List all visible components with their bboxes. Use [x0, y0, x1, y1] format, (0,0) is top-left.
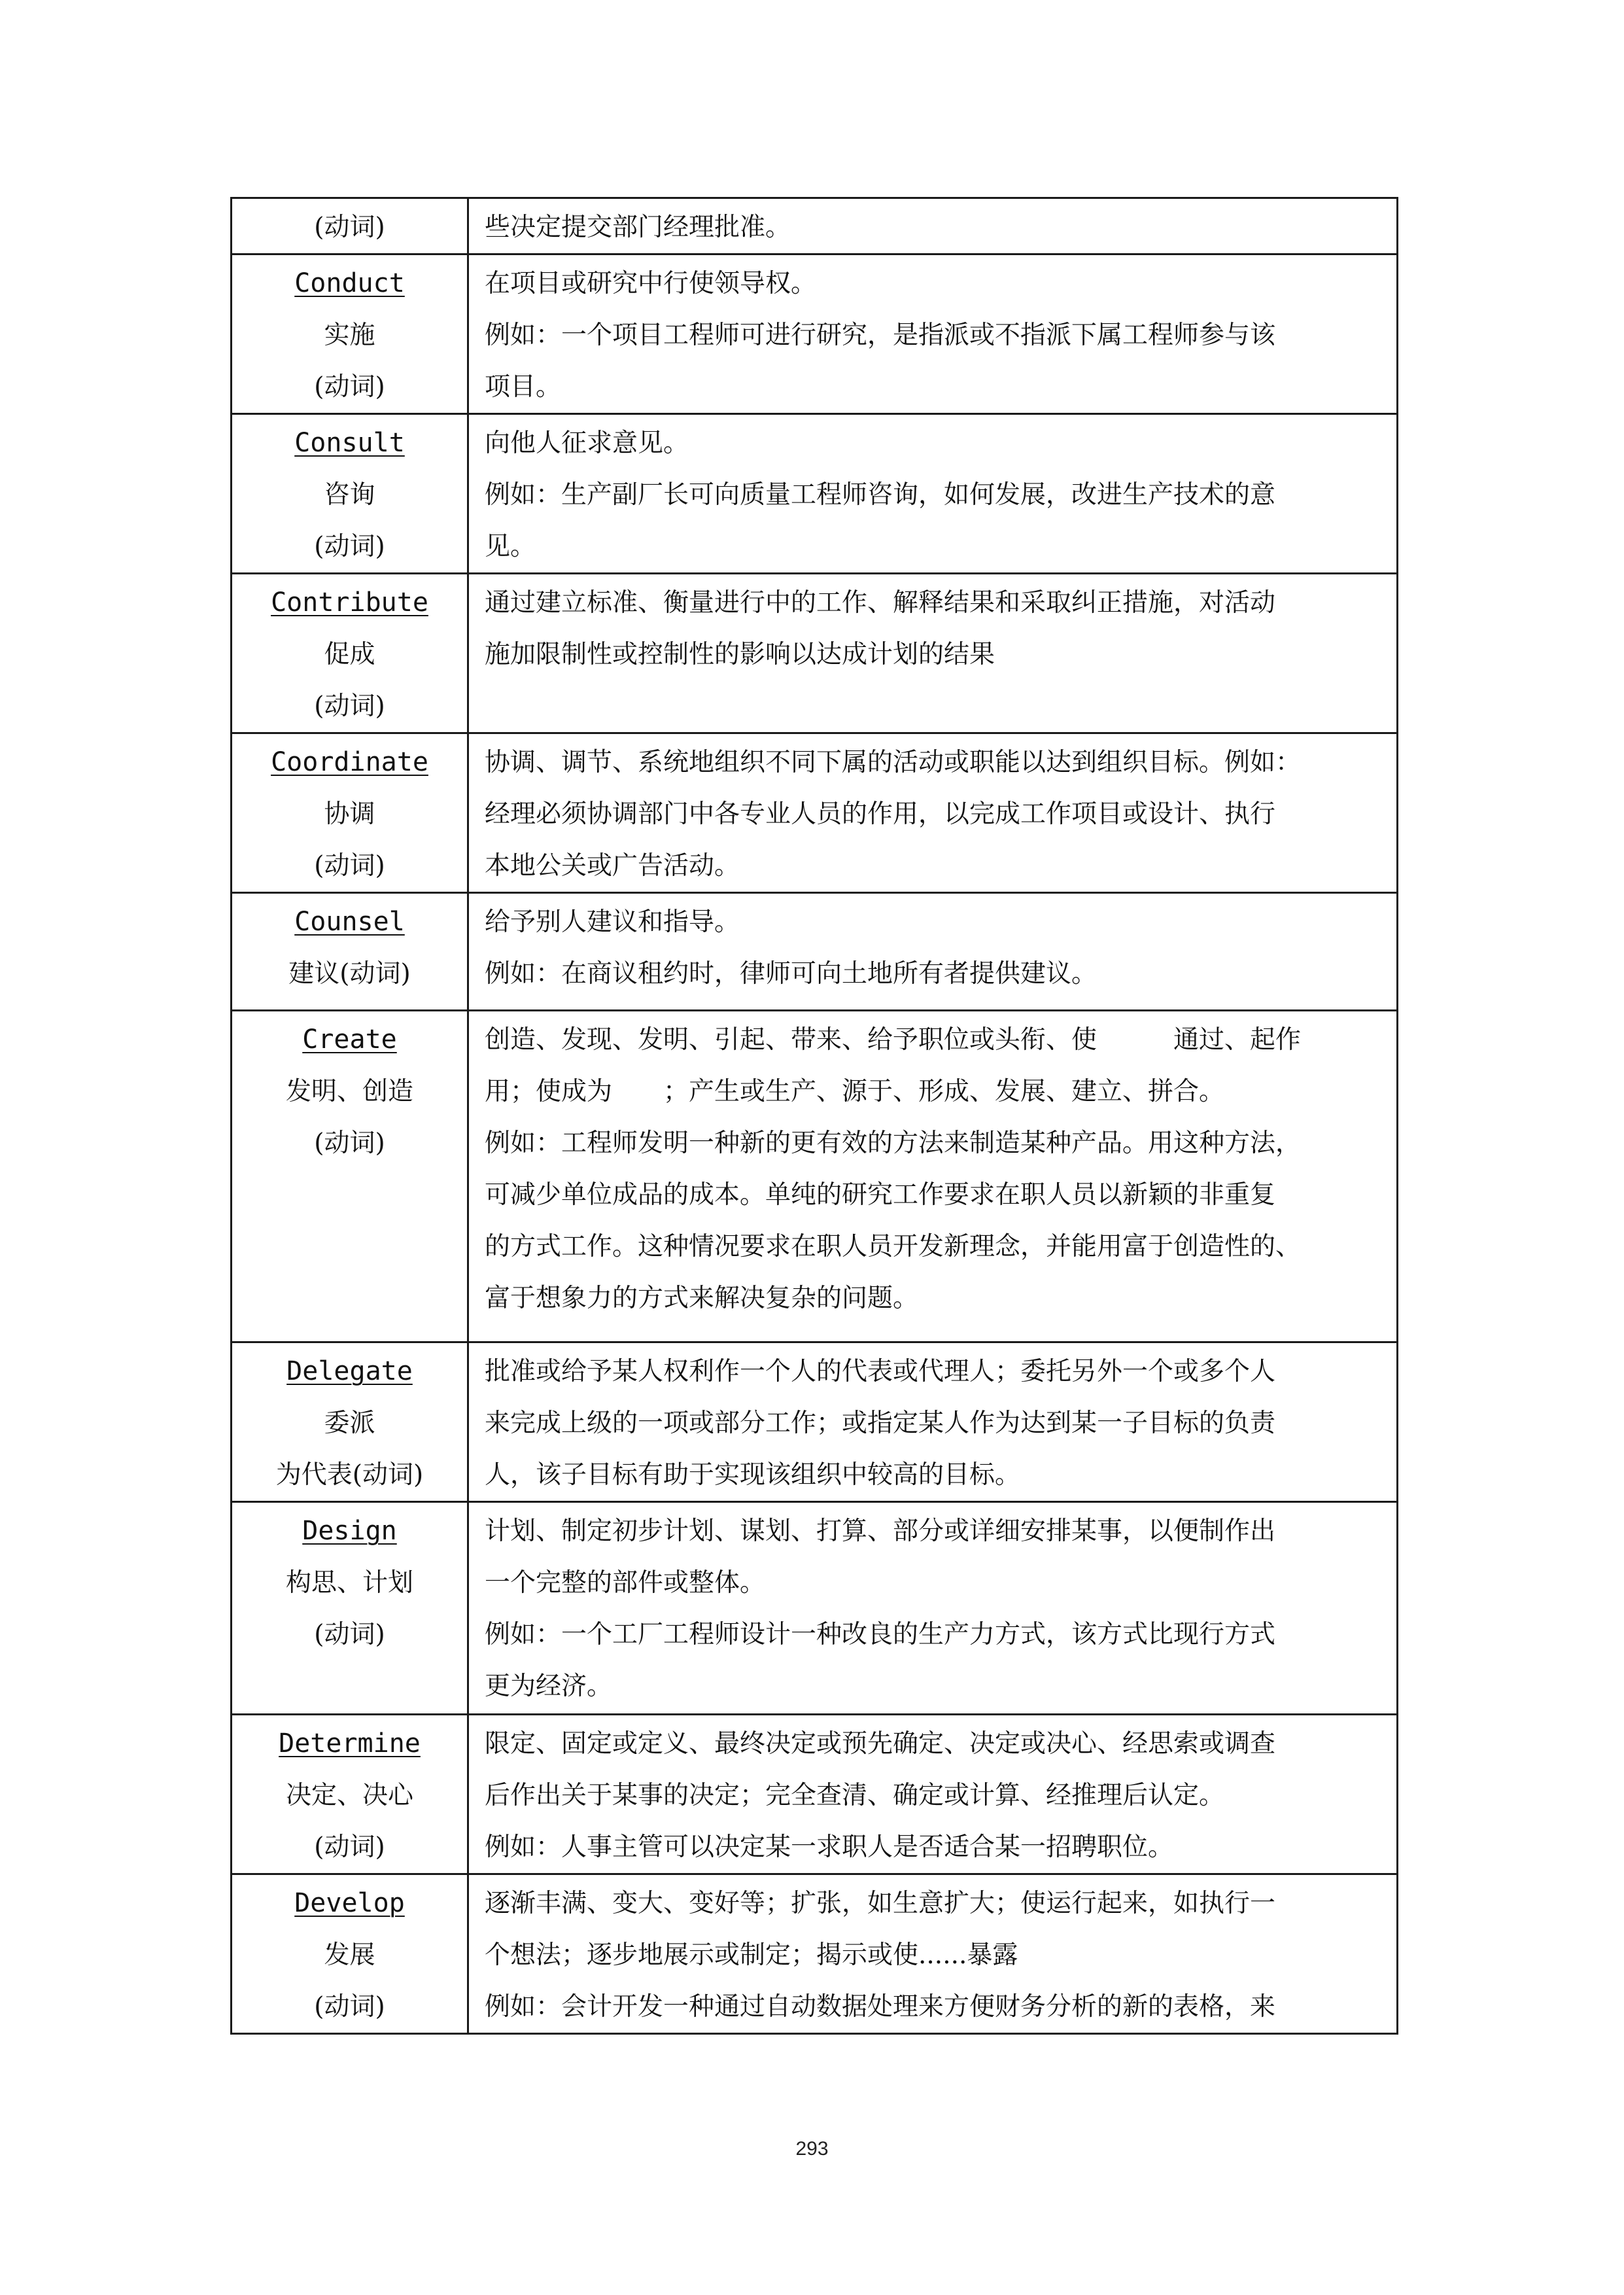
table-row	[232, 414, 1398, 574]
definition-line: 向他人征求意见。	[485, 429, 689, 458]
term-english: Counsel	[294, 907, 405, 937]
definition-cell	[468, 893, 1398, 1011]
definition-line: 例如：工程师发明一种新的更有效的方法来制造某种产品。用这种方法，	[485, 1129, 1302, 1158]
definition-line: 在项目或研究中行使领导权。	[485, 269, 817, 298]
term-cell	[232, 1874, 468, 2034]
term-cell	[232, 574, 468, 733]
definition-line: 例如：生产副厂长可向质量工程师咨询，如何发展，改进生产技术的意	[485, 480, 1276, 510]
table-row	[232, 198, 1398, 254]
definition-line: 来完成上级的一项或部分工作；或指定某人作为达到某一子目标的负责	[485, 1409, 1276, 1438]
table-row	[232, 1874, 1398, 2034]
definition-table-body	[232, 198, 1398, 2034]
table-row	[232, 733, 1398, 893]
term-part-of-speech: (动词)	[314, 1992, 385, 2022]
term-english: Design	[302, 1516, 397, 1546]
table-row	[232, 1502, 1398, 1715]
term-cell	[232, 893, 468, 1011]
term-chinese: 促成	[324, 640, 375, 669]
term-cell	[232, 414, 468, 574]
term-part-of-speech: (动词)	[314, 851, 385, 881]
definition-cell	[468, 1011, 1398, 1342]
definition-line: 更为经济。	[485, 1672, 613, 1701]
definition-line: 计划、制定初步计划、谋划、打算、部分或详细安排某事，以便制作出	[485, 1516, 1276, 1546]
definition-line: 经理必须协调部门中各专业人员的作用，以完成工作项目或设计、执行	[485, 799, 1276, 829]
definition-cell	[468, 1715, 1398, 1874]
table-row	[232, 893, 1398, 1011]
table-row	[232, 1342, 1398, 1502]
definition-line: 施加限制性或控制性的影响以达成计划的结果	[485, 640, 995, 669]
definition-line: 个想法；逐步地展示或制定；揭示或使......暴露	[485, 1940, 1018, 1970]
definition-line: 限定、固定或定义、最终决定或预先确定、决定或决心、经思索或调查	[485, 1729, 1276, 1759]
term-cell	[232, 733, 468, 893]
definition-cell	[468, 198, 1398, 254]
term-part-of-speech: (动词)	[314, 372, 385, 402]
term-cell	[232, 198, 468, 254]
term-cell	[232, 1342, 468, 1502]
term-cell	[232, 1502, 468, 1715]
definition-line: 批准或给予某人权利作一个人的代表或代理人；委托另外一个或多个人	[485, 1357, 1276, 1386]
definition-table	[230, 197, 1398, 2035]
table-row	[232, 574, 1398, 733]
definition-cell	[468, 1342, 1398, 1502]
definition-line: 一个完整的部件或整体。	[485, 1568, 766, 1598]
term-part-of-speech: (动词)	[314, 1832, 385, 1862]
term-chinese: 建议(动词)	[288, 959, 411, 989]
definition-cell	[468, 254, 1398, 414]
definition-line: 本地公关或广告活动。	[485, 851, 740, 881]
term-english: Conduct	[294, 268, 405, 298]
term-chinese: 构思、计划	[285, 1568, 413, 1598]
term-part-of-speech: (动词)	[314, 692, 385, 721]
table-row	[232, 1715, 1398, 1874]
term-chinese: 协调	[324, 799, 375, 829]
term-chinese: 实施	[324, 321, 375, 350]
definition-line: 给予别人建议和指导。	[485, 907, 740, 937]
definition-line: 可减少单位成品的成本。单纯的研究工作要求在职人员以新颖的非重复	[485, 1180, 1276, 1210]
definition-line: 人，该子目标有助于实现该组织中较高的目标。	[485, 1460, 1021, 1490]
term-english: Coordinate	[271, 747, 428, 777]
definition-line: 通过建立标准、衡量进行中的工作、解释结果和采取纠正措施，对活动	[485, 588, 1276, 618]
definition-line: 例如：一个项目工程师可进行研究，是指派或不指派下属工程师参与该	[485, 321, 1276, 350]
term-chinese: 发展	[324, 1940, 375, 1970]
term-cell	[232, 1715, 468, 1874]
term-part-of-speech: (动词)	[314, 532, 385, 561]
term-english: Consult	[294, 428, 405, 458]
definition-cell	[468, 574, 1398, 733]
definition-line: 例如：在商议租约时，律师可向土地所有者提供建议。	[485, 959, 1097, 989]
definition-line: 逐渐丰满、变大、变好等；扩张，如生意扩大；使运行起来，如执行一	[485, 1889, 1276, 1918]
term-part-of-speech: 为代表(动词)	[275, 1460, 424, 1490]
definition-cell	[468, 1874, 1398, 2034]
term-english: Develop	[294, 1888, 405, 1918]
term-part-of-speech: (动词)	[314, 1129, 385, 1158]
page-number: 293	[795, 2138, 829, 2160]
definition-line: 项目。	[485, 372, 562, 402]
term-english: Create	[302, 1025, 397, 1055]
definition-line: 例如：会计开发一种通过自动数据处理来方便财务分析的新的表格，来	[485, 1992, 1276, 2022]
term-chinese: 发明、创造	[285, 1077, 413, 1106]
term-cell	[232, 254, 468, 414]
term-part-of-speech: (动词)	[314, 213, 385, 242]
definition-line: 协调、调节、系统地组织不同下属的活动或职能以达到组织目标。例如：	[485, 748, 1302, 777]
term-cell	[232, 1011, 468, 1342]
definition-line: 创造、发现、发明、引起、带来、给予职位或头衔、使 通过、起作	[485, 1025, 1302, 1055]
table-row	[232, 254, 1398, 414]
definition-line: 富于想象力的方式来解决复杂的问题。	[485, 1284, 919, 1313]
term-chinese: 委派	[324, 1409, 375, 1438]
definition-line: 些决定提交部门经理批准。	[485, 213, 791, 242]
definition-line: 例如：一个工厂工程师设计一种改良的生产力方式，该方式比现行方式	[485, 1620, 1276, 1649]
definition-line: 见。	[485, 532, 536, 561]
definition-cell	[468, 1502, 1398, 1715]
definition-line: 例如：人事主管可以决定某一求职人是否适合某一招聘职位。	[485, 1832, 1174, 1862]
term-part-of-speech: (动词)	[314, 1620, 385, 1649]
definition-cell	[468, 414, 1398, 574]
term-english: Determine	[279, 1728, 421, 1759]
term-chinese: 咨询	[324, 480, 375, 510]
definition-line: 的方式工作。这种情况要求在职人员开发新理念，并能用富于创造性的、	[485, 1232, 1302, 1261]
table-row	[232, 1011, 1398, 1342]
definition-cell	[468, 733, 1398, 893]
term-english: Delegate	[286, 1356, 413, 1386]
term-chinese: 决定、决心	[285, 1781, 413, 1810]
definition-line: 后作出关于某事的决定；完全查清、确定或计算、经推理后认定。	[485, 1781, 1225, 1810]
definition-line: 用；使成为 ；产生或生产、源于、形成、发展、建立、拼合。	[485, 1077, 1225, 1106]
term-english: Contribute	[271, 587, 428, 618]
